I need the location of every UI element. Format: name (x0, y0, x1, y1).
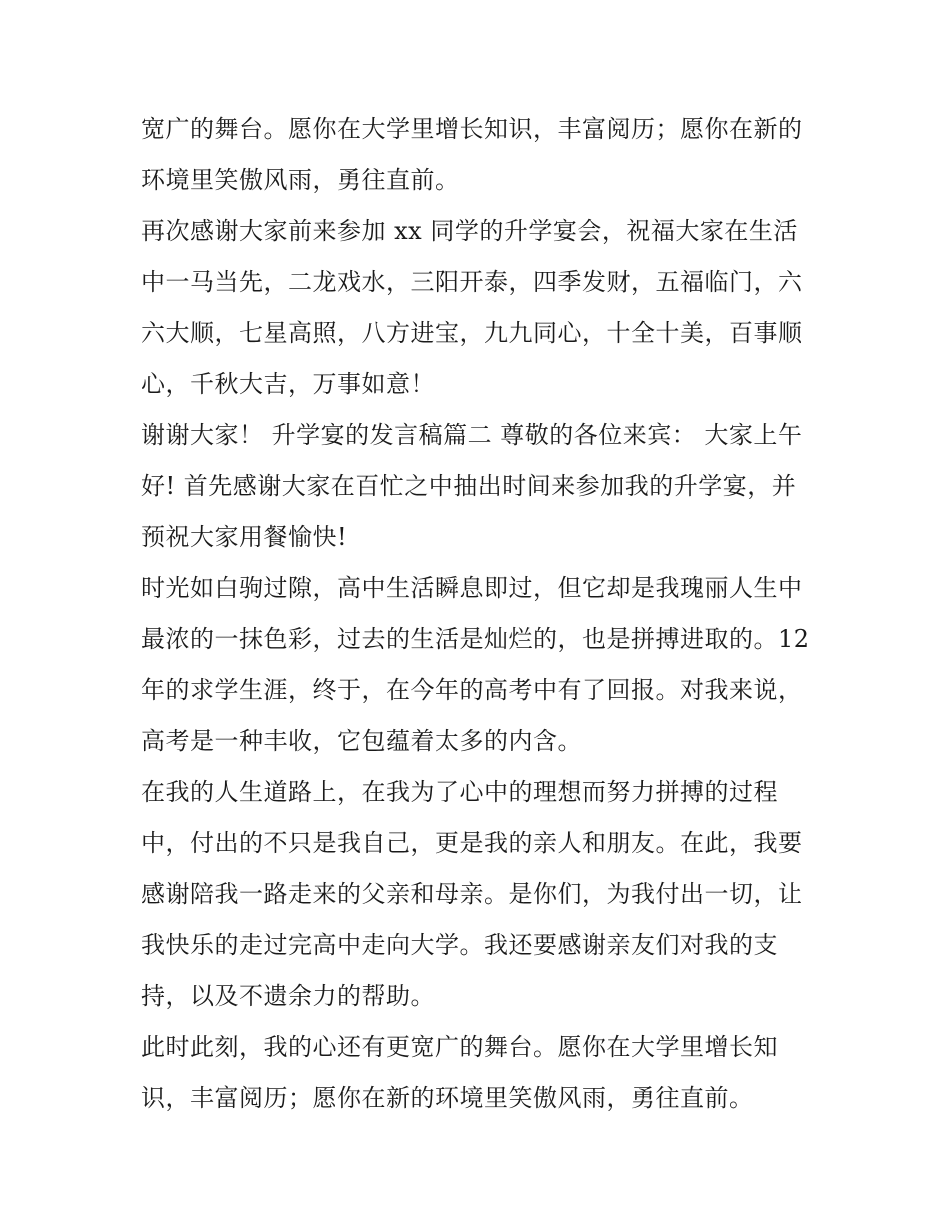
text-line: 环境里笑傲风雨，勇往直前。 (141, 166, 460, 194)
text-line: 六大顺，七星高照，八方进宝，九九同心，十全十美，百事顺 (141, 319, 803, 347)
text-line: 在我的人生道路上，在我为了心中的理想而努力拼搏的过程 (141, 778, 778, 806)
text-line: 心，千秋大吉，万事如意！ (141, 370, 435, 398)
text-line: 宽广的舞台。愿你在大学里增长知识，丰富阅历；愿你在新的 (141, 115, 803, 143)
text-line: 中一马当先，二龙戏水，三阳开泰，四季发财，五福临门，六 (141, 268, 803, 296)
text-line: 好! 首先感谢大家在百忙之中抽出时间来参加我的升学宴，并 (141, 472, 797, 500)
text-line: 识，丰富阅历；愿你在新的环境里笑傲风雨，勇往直前。 (141, 1084, 754, 1112)
text-line: 持，以及不遗余力的帮助。 (141, 982, 435, 1010)
text-line: 我快乐的走过完高中走向大学。我还要感谢亲友们对我的支 (141, 931, 778, 959)
text-line: 时光如白驹过隙，高中生活瞬息即过，但它却是我瑰丽人生中 (141, 574, 803, 602)
text-line: 谢谢大家！ 升学宴的发言稿篇二 尊敬的各位来宾： 大家上午 (141, 421, 803, 449)
document-body (141, 104, 821, 1124)
text-line: 感谢陪我一路走来的父亲和母亲。是你们，为我付出一切，让 (141, 880, 803, 908)
text-line: 中，付出的不只是我自己，更是我的亲人和朋友。在此，我要 (141, 829, 803, 857)
text-line: 最浓的一抹色彩，过去的生活是灿烂的，也是拼搏进取的。12 (141, 625, 810, 653)
text-line: 此时此刻，我的心还有更宽广的舞台。愿你在大学里增长知 (141, 1033, 778, 1061)
text-line: 再次感谢大家前来参加 xx 同学的升学宴会，祝福大家在生活 (141, 217, 798, 245)
text-line: 预祝大家用餐愉快! (141, 523, 348, 551)
text-line: 高考是一种丰收，它包蕴着太多的内含。 (141, 727, 582, 755)
text-line: 年的求学生涯，终于，在今年的高考中有了回报。对我来说， (141, 676, 803, 704)
